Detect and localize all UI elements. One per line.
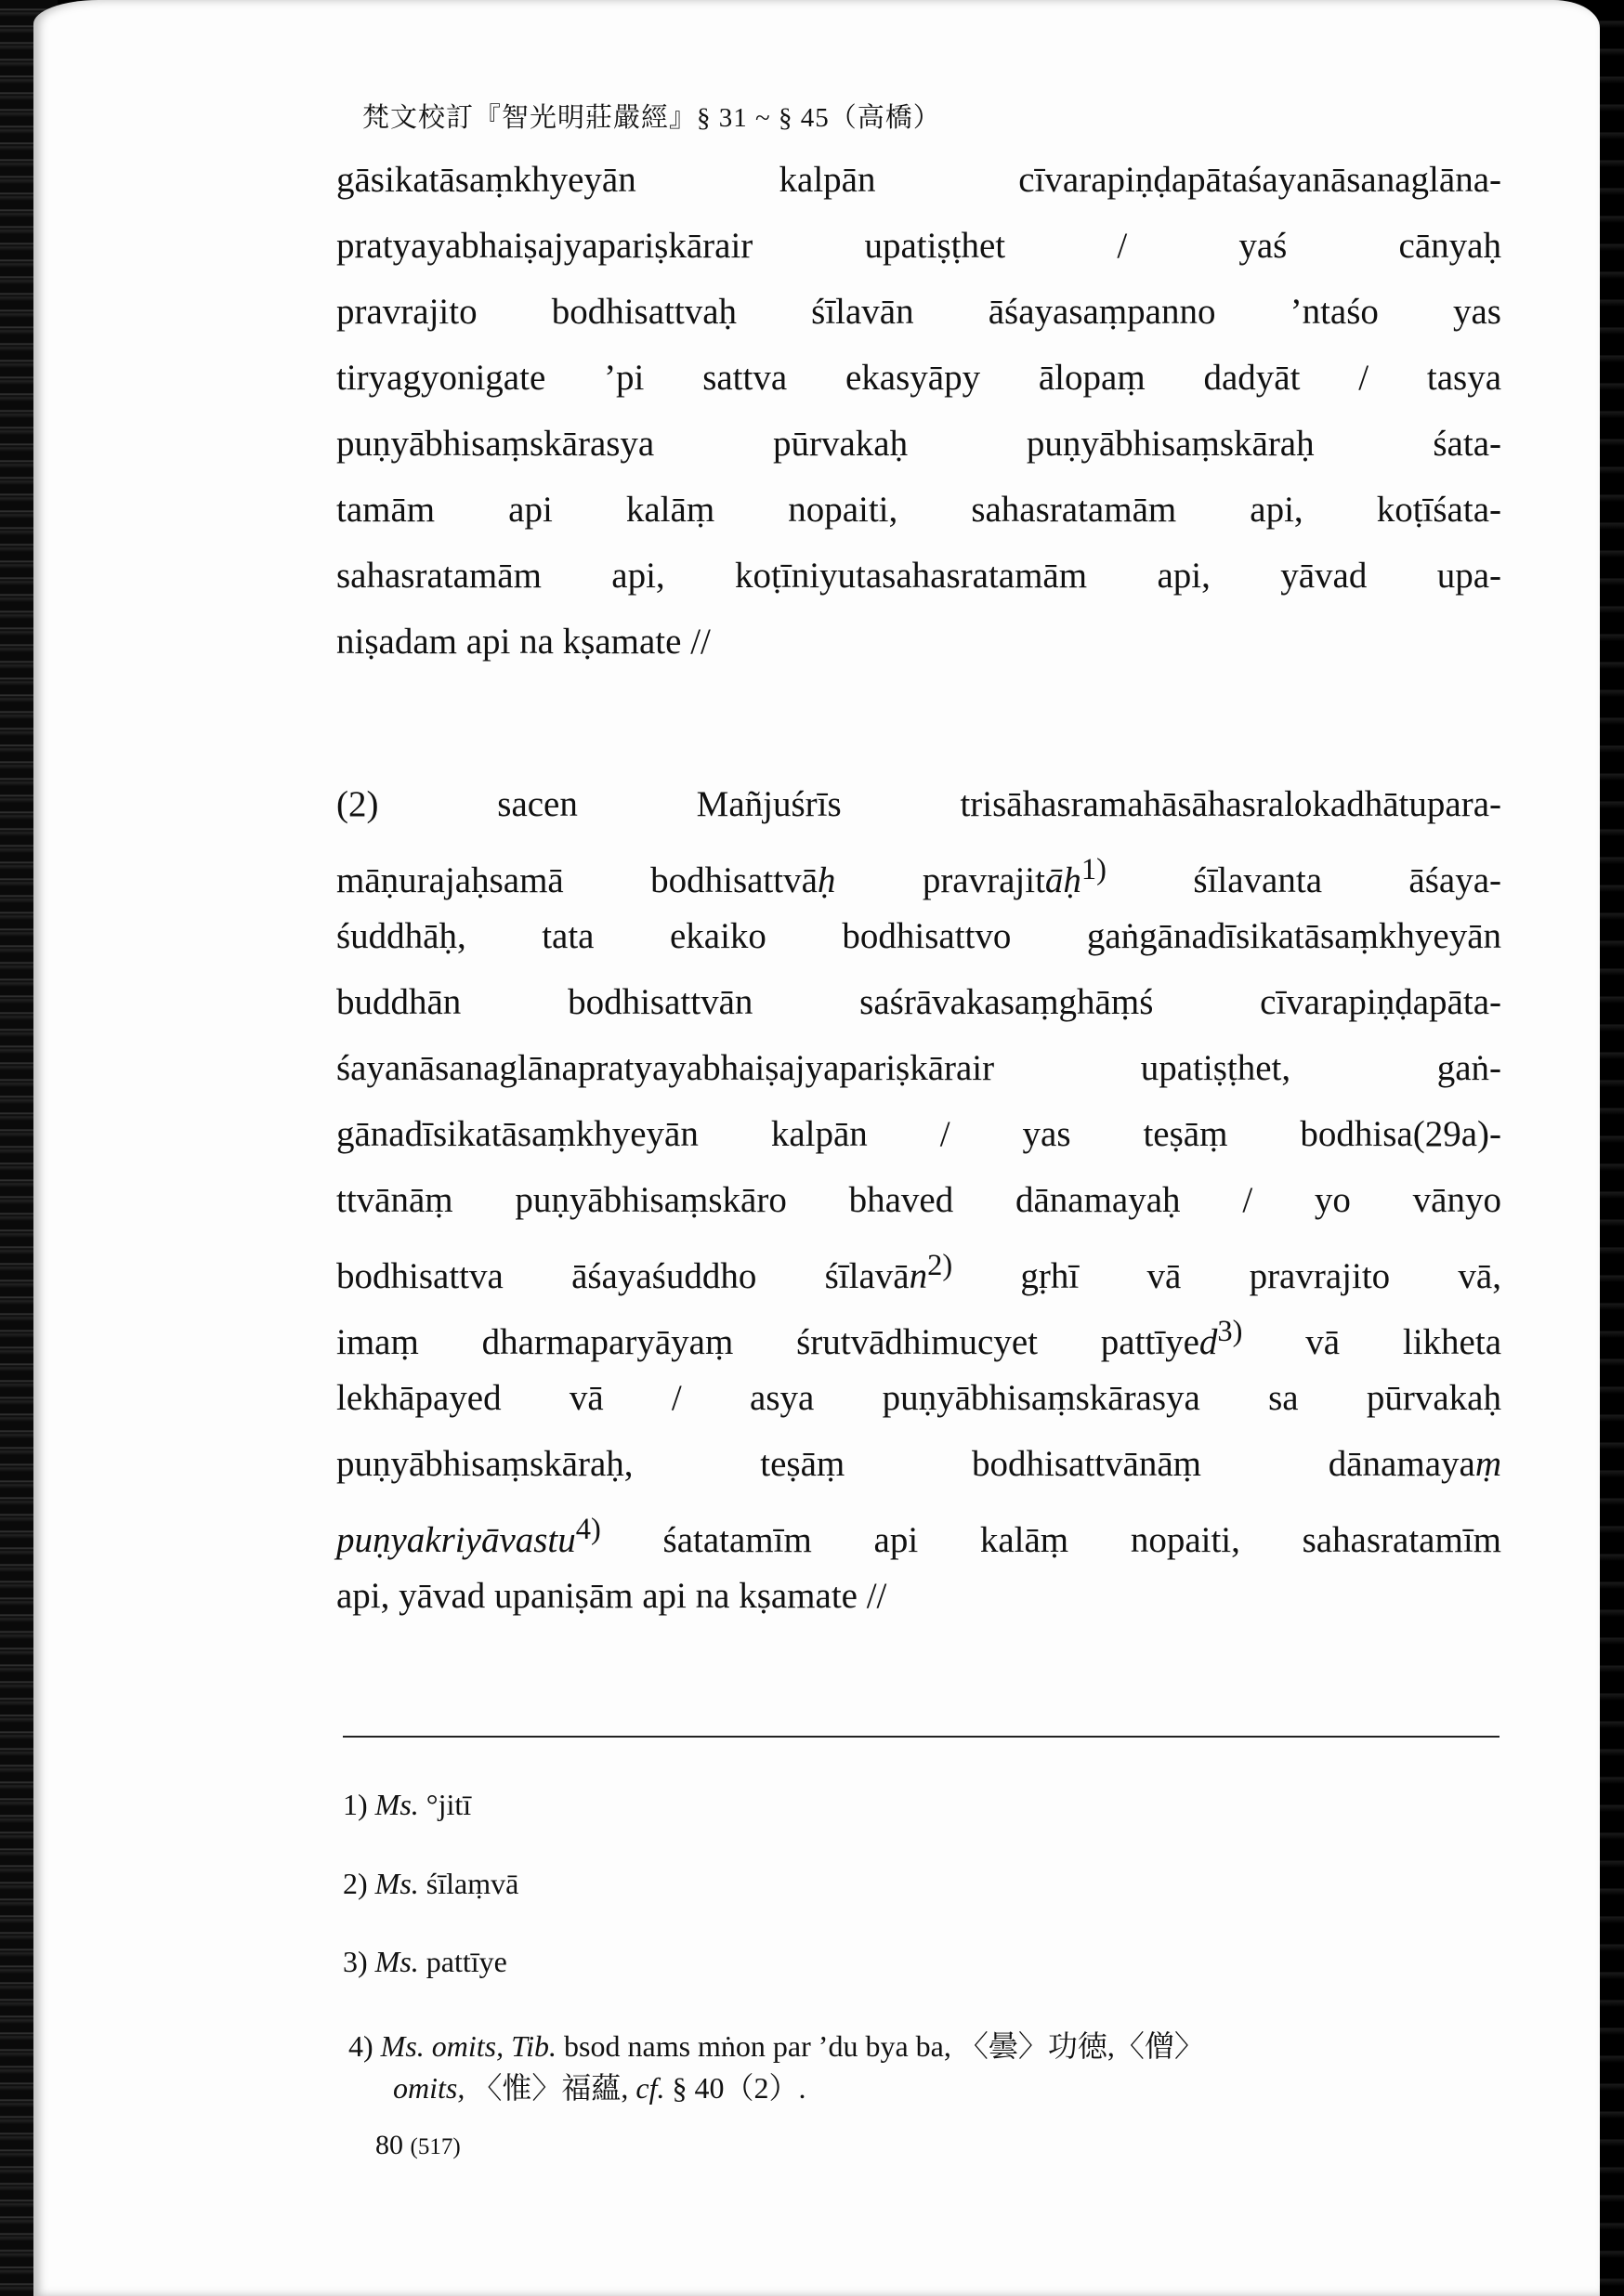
footnote-ref: 1) [1080,853,1107,886]
text-run: puṇyābhisaṃskāraḥ, teṣāṃ bodhisattvānāṃ dānamaya [336,1444,1475,1484]
text-line: tamām api kalāṃ nopaiti, sahasratamām api, koṭīśata- [336,490,1501,530]
text-line: api, yāvad upaniṣām api na kṣamate // [336,1576,887,1616]
text-line [336,1497,1501,1563]
footnote-ref: 2) [927,1249,953,1282]
footnote-ref: 3) [1217,1315,1243,1348]
italic-run: n [909,1256,928,1296]
text-run: vā likheta [1242,1322,1501,1362]
text-line [336,1299,1501,1365]
text-run: imaṃ dharmaparyāyaṃ śrutvādhimucyet pattīye [336,1322,1199,1362]
text-line [336,837,1501,903]
footnote-4 [348,2023,1204,2066]
text-line: gānadīsikatāsaṃkhyeyān kalpān / yas teṣāṃ bodhisa(29a)- [336,1114,1501,1154]
text-run: gṛhī vā pravrajito vā, [952,1256,1501,1296]
footnote-2 [343,1867,518,1901]
ms-label: Ms. [374,1867,419,1900]
italic-run: ṃ [1474,1444,1501,1484]
text-run: 〈惟〉福蘊, [465,2071,636,2105]
footnote-3 [343,1945,507,1979]
italic-run: cf. [635,2071,665,2105]
footnote-text: °jitī [418,1788,472,1821]
text-line: pratyayabhaiṣajyapariṣkārair upatiṣṭhet / yaś cānyaḥ [336,226,1501,266]
ms-label: Ms. omits, Tib. [380,2029,557,2063]
text-line: tiryagyonigate ’pi sattva ekasyāpy ālopaṃ dadyāt / tasya [336,358,1501,398]
ms-label: Ms. [374,1788,419,1821]
italic-run: ḥ [817,860,836,900]
footnote-rule [343,1736,1500,1738]
text-run: māṇurajaḥsamā bodhisattvā [336,860,818,900]
text-line [336,1431,1501,1497]
text-line: pravrajito bodhisattvaḥ śīlavān āśayasaṃpanno ’ntaśo yas [336,292,1501,332]
footnote-1 [343,1788,471,1822]
text-line: śayanāsanaglānapratyayabhaiṣajyapariṣkārair upatiṣṭhet, gaṅ- [336,1048,1501,1088]
paragraph-1 [336,147,1501,675]
text-line: buddhān bodhisattvān saśrāvakasaṃghāṃś cīvarapiṇḍapāta- [336,982,1501,1022]
text-line: puṇyābhisaṃskārasya pūrvakaḥ puṇyābhisaṃskāraḥ śata- [336,424,1501,464]
text-line: lekhāpayed vā / asya puṇyābhisaṃskārasya sa pūrvakaḥ [336,1378,1501,1418]
text-run: śīlavanta āśaya- [1107,860,1501,900]
page-number-sub: (517) [410,2134,461,2159]
footnote-text: bsod nams mṅon par ’du bya ba, 〈曇〉功徳,〈僧〉 [557,2029,1204,2063]
text-run: pravrajit [835,860,1045,900]
footnote-number: 1) [343,1788,368,1821]
text-line: śuddhāḥ, tata ekaiko bodhisattvo gaṅgānadīsikatāsaṃkhyeyān [336,916,1501,956]
footnote-text: pattīye [418,1945,507,1978]
footnote-number: 4) [348,2029,373,2063]
page-number-main: 80 [375,2130,403,2160]
text-line: ttvānāṃ puṇyābhisaṃskāro bhaved dānamayaḥ / yo vānyo [336,1180,1501,1220]
footnote-4-continued [393,2065,805,2107]
text-run: § 40（2）. [664,2071,806,2105]
page-number [375,2130,461,2161]
footnote-number: 2) [343,1867,368,1900]
footnote-ref: 4) [575,1513,601,1546]
text-run: bodhisattva āśayaśuddho śīlavā [336,1256,910,1296]
paragraph-2 [336,771,1501,1629]
book-page [33,0,1600,2296]
text-line: niṣadam api na kṣamate // [336,622,711,662]
footnote-number: 3) [343,1945,368,1978]
text-line: gāsikatāsaṃkhyeyān kalpān cīvarapiṇḍapātaśayanāsanaglāna- [336,160,1501,200]
italic-run: āḥ [1044,860,1081,900]
text-line [336,1233,1501,1299]
italic-run: puṇyakriyāvastu [336,1520,576,1560]
footnote-text: śīlaṃvā [418,1867,519,1900]
ms-label: Ms. [374,1945,419,1978]
text-line: sahasratamām api, koṭīniyutasahasratamām api, yāvad upa- [336,556,1501,596]
running-head: 梵文校訂『智光明莊嚴經』§ 31 ~ § 45（高橋） [362,103,941,133]
italic-run: omits, [393,2071,465,2105]
text-line: (2) sacen Mañjuśrīs trisāhasramahāsāhasralokadhātupara- [336,784,1501,824]
italic-run: d [1198,1322,1218,1362]
text-run: śatatamīm api kalāṃ nopaiti, sahasratamīm [600,1520,1501,1560]
